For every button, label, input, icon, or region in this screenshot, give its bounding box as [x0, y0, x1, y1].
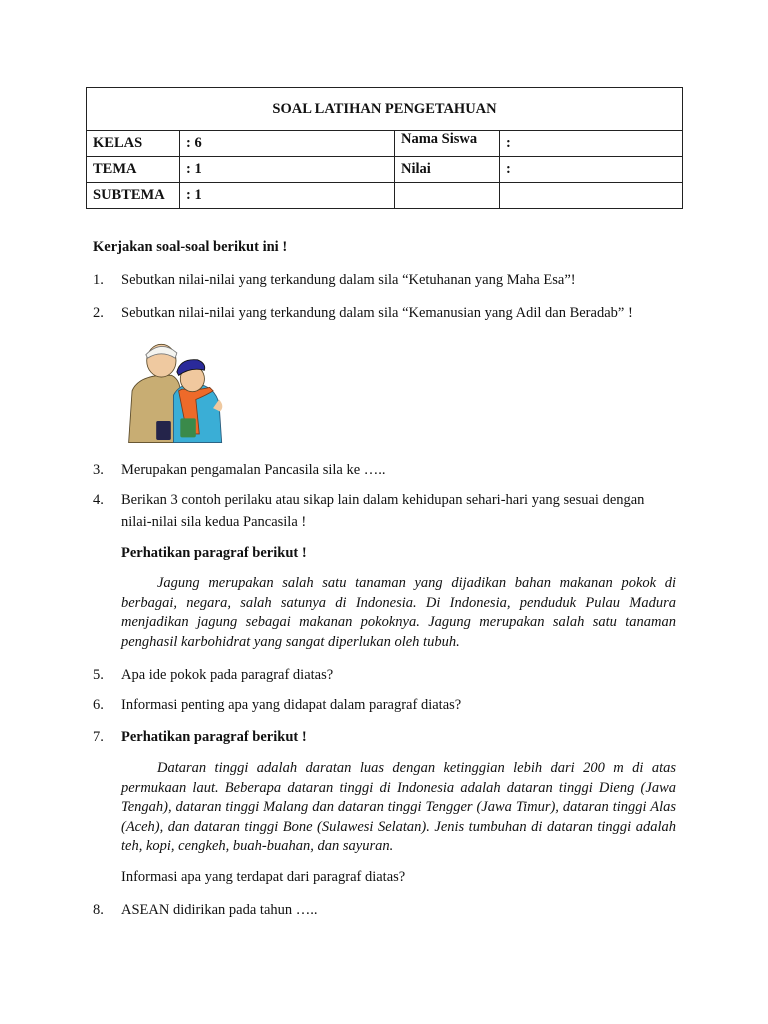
question-text: Merupakan pengamalan Pancasila sila ke …..: [121, 462, 386, 478]
label-nama-siswa: Nama Siswa: [395, 131, 500, 157]
empty-cell: [500, 183, 683, 209]
question-number: 6.: [93, 697, 104, 713]
value-nama-siswa: :: [500, 131, 683, 157]
value-kelas: : 6: [180, 131, 395, 157]
question-number: 4.: [93, 492, 104, 508]
pancasila-illustration: [120, 335, 232, 451]
worksheet-title: SOAL LATIHAN PENGETAHUAN: [87, 88, 683, 131]
question-text: Sebutkan nilai-nilai yang terkandung dalam sila “Kemanusian yang Adil dan Beradab” !: [121, 305, 633, 321]
question-text: Apa ide pokok pada paragraf diatas?: [121, 667, 334, 683]
question-text: Perhatikan paragraf berikut !: [121, 729, 307, 745]
paragraph-dataran-tinggi: Dataran tinggi adalah daratan luas dengan ketinggian lebih dari 200 m di atas permukaan laut. Beberapa dataran tinggi di Indonesia adalah dataran tinggi Dieng (Jawa Tengah), dataran tinggi Malang dan dataran tinggi Tengger (Jawa Timur), dataran tinggi Alas (Aceh), dan dataran tinggi Bone (Sulawesi Selatan). Jenis tumbuhan di dataran tinggi adalah teh, kopi, cengkeh, buah-buahan, dan sayuran.: [121, 760, 676, 855]
label-subtema: SUBTEMA: [87, 183, 180, 209]
question-number: 5.: [93, 667, 104, 683]
question-number: 3.: [93, 462, 104, 478]
label-kelas: KELAS: [87, 131, 180, 157]
question-number: 7.: [93, 729, 104, 745]
empty-cell: [395, 183, 500, 209]
paragraph-jagung: Jagung merupakan salah satu tanaman yang dijadikan bahan makanan pokok di berbagai, negara, salah satunya di Indonesia. Di Indonesia, penduduk Pulau Madura menjadikan jagung sebagai makanan pokoknya. Jagung merupakan salah satu tanaman penghasil karbohidrat yang sangat diperlukan oleh tubuh.: [121, 575, 676, 650]
question-7-followup: Informasi apa yang terdapat dari paragraf diatas?: [121, 869, 406, 885]
value-nilai: :: [500, 157, 683, 183]
header-table: [86, 87, 683, 209]
question-text: Informasi penting apa yang didapat dalam paragraf diatas?: [121, 697, 462, 713]
question-text: ASEAN didirikan pada tahun …..: [121, 902, 318, 918]
value-tema: : 1: [180, 157, 395, 183]
question-number: 2.: [93, 305, 104, 321]
question-text-continued: nilai-nilai sila kedua Pancasila !: [121, 514, 307, 530]
label-nilai: Nilai: [395, 157, 500, 183]
question-text: Berikan 3 contoh perilaku atau sikap lain dalam kehidupan sehari-hari yang sesuai dengan: [121, 492, 645, 508]
section-heading: Perhatikan paragraf berikut !: [121, 545, 307, 561]
question-number: 8.: [93, 902, 104, 918]
value-subtema: : 1: [180, 183, 395, 209]
question-number: 1.: [93, 272, 104, 288]
question-text: Sebutkan nilai-nilai yang terkandung dalam sila “Ketuhanan yang Maha Esa”!: [121, 272, 576, 288]
instruction: Kerjakan soal-soal berikut ini !: [93, 239, 288, 255]
label-tema: TEMA: [87, 157, 180, 183]
